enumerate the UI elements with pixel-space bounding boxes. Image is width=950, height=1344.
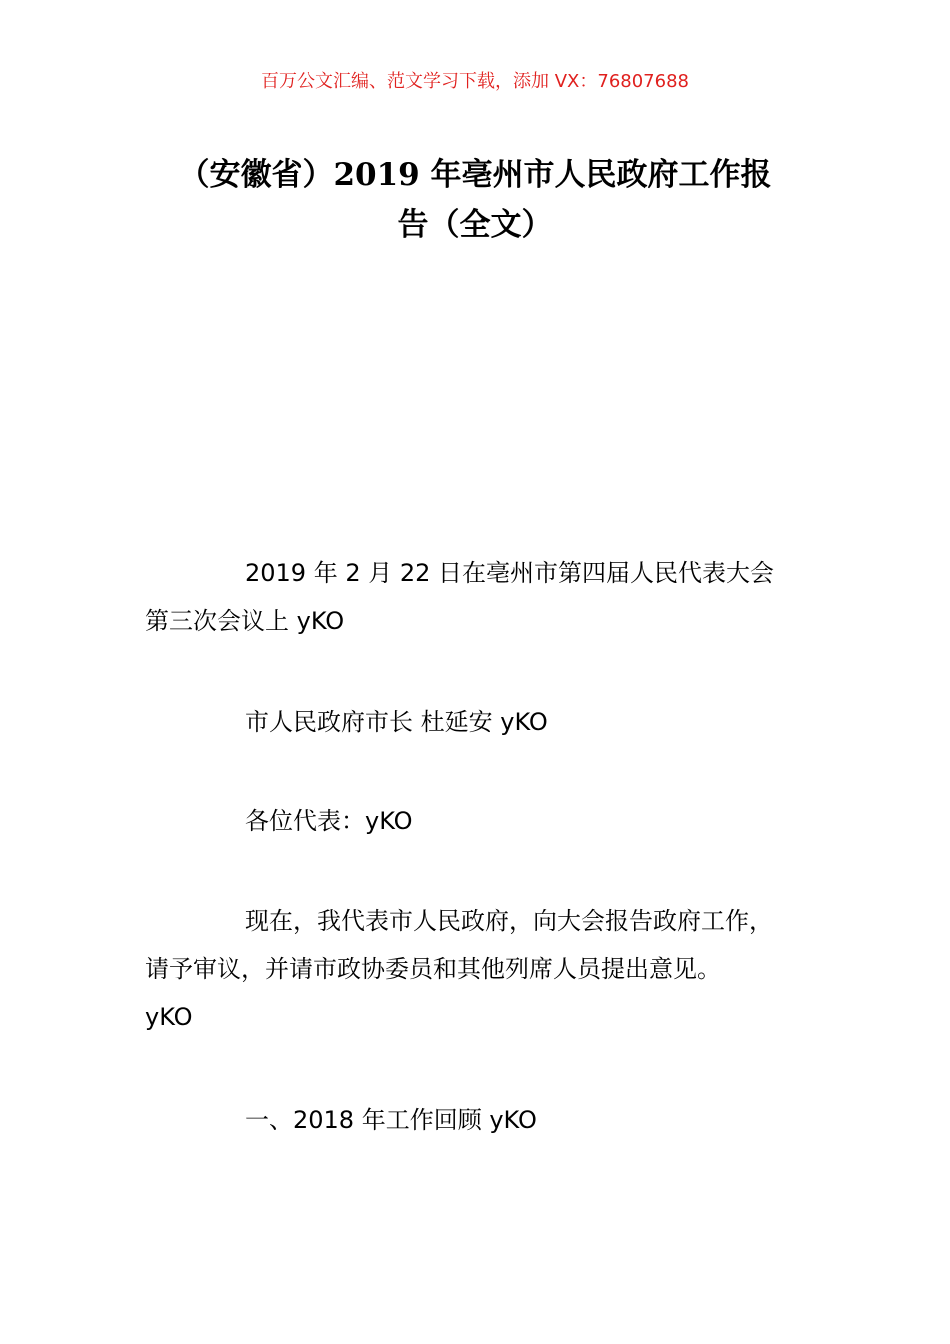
opening-line-2: 请予审议，并请市政协委员和其他列席人员提出意见。	[145, 955, 721, 983]
document-title-line-1: （安徽省）2019 年亳州市人民政府工作报	[178, 157, 772, 193]
meeting-info-paragraph	[145, 549, 835, 645]
section-1-heading: 一、2018 年工作回顾 yKO	[245, 1106, 537, 1134]
section-heading-paragraph	[145, 1096, 835, 1144]
opening-line-3: yKO	[145, 1003, 193, 1031]
salutation-line: 各位代表：yKO	[245, 807, 413, 835]
header-promo-note: 百万公文汇编、范文学习下载，添加 VX：76807688	[261, 71, 689, 92]
speaker-line: 市人民政府市长 杜延安 yKO	[245, 708, 548, 736]
salutation-paragraph	[145, 797, 835, 845]
speaker-paragraph	[145, 698, 835, 746]
document-title	[145, 150, 805, 250]
meeting-info-line-1: 2019 年 2 月 22 日在亳州市第四届人民代表大会	[245, 559, 775, 587]
opening-paragraph	[145, 897, 835, 1041]
document-title-line-2: 告（全文）	[397, 207, 553, 243]
opening-line-1: 现在，我代表市人民政府，向大会报告政府工作，	[245, 907, 773, 935]
meeting-info-line-2: 第三次会议上 yKO	[145, 607, 345, 635]
